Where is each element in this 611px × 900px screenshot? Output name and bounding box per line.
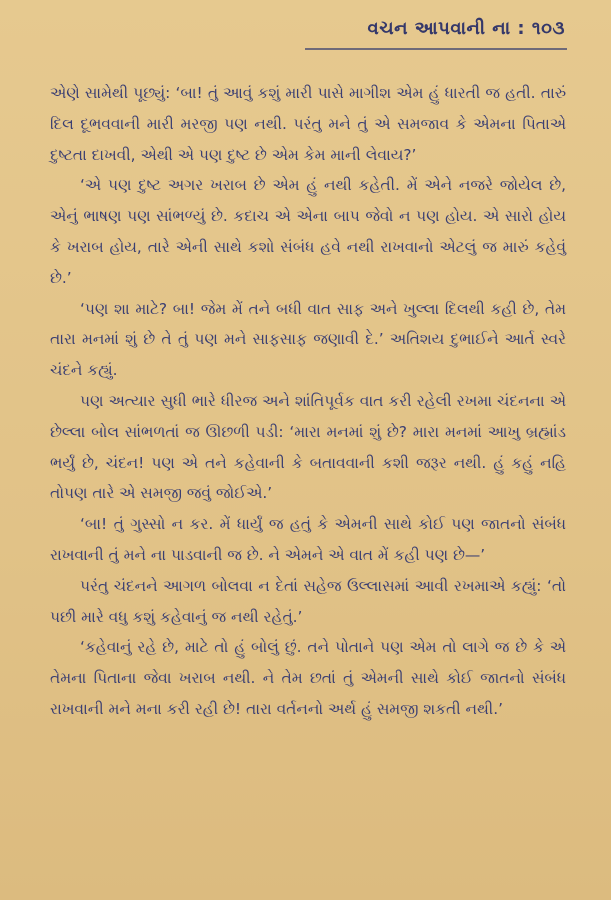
paragraph-3: ‘પણ શા માટે? બા! જેમ મેં તને બધી વાત સાફ અને ખુલ્લા દિલથી કહી છે, તેમ તારા મનમાં શું છે તે તું પણ મને સાફસાફ જણાવી દે.’ અતિશય દુભાઈને આર્ત સ્વરે ચંદને કહ્યું. [50, 299, 566, 380]
paragraph-6: પરંતુ ચંદનને આગળ બોલવા ન દેતાં સહેજ ઉલ્લાસમાં આવી રખમાએ કહ્યું: ‘તો પછી મારે વધુ કશું કહેવાનું જ નથી રહેતું.’ [50, 576, 566, 626]
paragraph-7: ‘કહેવાનું રહે છે, માટે તો હું બોલું છું. તને પોતાને પણ એમ તો લાગે જ છે કે એ તેમના પિતાના જેવા ખરાબ નથી. ને તેમ છતાં તું એમની સાથે કોઈ જાતનો સંબંધ રાખવાની મને મના કરી રહી છે! તારા વર્તનનો અર્થ હું સમજી શકતી નથી.’ [50, 638, 566, 718]
header-rule [305, 48, 567, 50]
page-body [50, 78, 566, 725]
running-header: વચન આપવાની ના : ૧૦૩ [367, 18, 565, 39]
paragraph-2: ‘એ પણ દુષ્ટ અગર ખરાબ છે એમ હું નથી કહેતી. મેં એને નજરે જોયેલ છે, એનું ભાષણ પણ સાંભળ્યું છે. કદાચ એ એના બાપ જેવો ન પણ હોય. એ સારો હોય કે ખરાબ હોય, તારે એની સાથે કશો સંબંધ હવે નથી રાખવાનો એટલું જ મારું કહેવું છે.’ [50, 176, 566, 287]
paragraph-4: પણ અત્યાર સુધી ભારે ધીરજ અને શાંતિપૂર્વક વાત કરી રહેલી રખમા ચંદનના એ છેલ્લા બોલ સાંભળતાં જ ઊછળી પડી: ‘મારા મનમાં શું છે? મારા મનમાં આખુ બ્રહ્માંડ ભર્યું છે, ચંદન! પણ એ તને કહેવાની કે બતાવવાની કશી જરૂર નથી. હું કહું નહિ તોપણ તારે એ સમજી જવું જોઈએ.’ [50, 391, 566, 503]
paragraph-1: એણે સામેથી પૂછ્યું: ‘બા! તું આવું કશું મારી પાસે માગીશ એમ હું ધારતી જ હતી. તારું દિલ દૂભવવાની મારી મરજી પણ નથી. પરંતુ મને તું એ સમજાવ કે એમના પિતાએ દુષ્ટતા દાખવી, એથી એ પણ દુષ્ટ છે એમ કેમ માની લેવાય?’ [50, 84, 566, 164]
paragraph-5: ‘બા! તું ગુસ્સો ન કર. મેં ધાર્યું જ હતું કે એમની સાથે કોઈ પણ જાતનો સંબંધ રાખવાની તું મને ના પાડવાની જ છે. ને એમને એ વાત મેં કહી પણ છે—’ [50, 515, 566, 564]
